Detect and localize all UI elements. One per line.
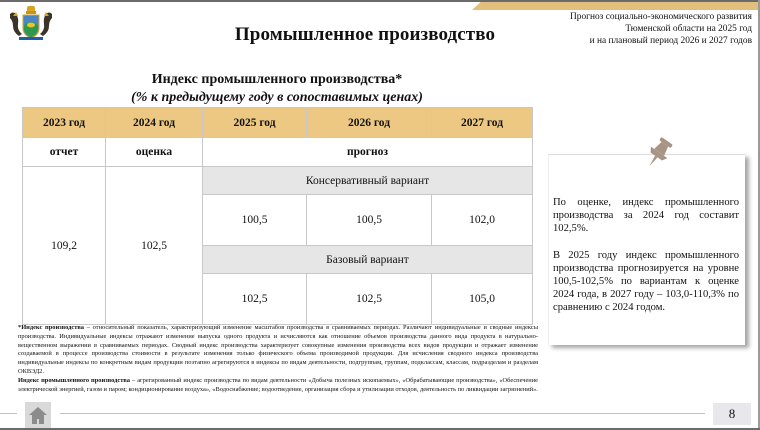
top-frame-line bbox=[0, 0, 760, 2]
footer-divider-left bbox=[0, 413, 17, 414]
variant-label: Базовый вариант bbox=[203, 246, 533, 274]
footer-divider bbox=[60, 413, 705, 414]
value-cell: 100,5 bbox=[203, 195, 307, 246]
status-cell-report: отчет bbox=[23, 138, 106, 167]
document-heading-line-1: Прогноз социально-экономического развития bbox=[569, 12, 752, 22]
value-cell: 105,0 bbox=[432, 274, 533, 325]
value-cell: 102,5 bbox=[203, 274, 307, 325]
footnote-term: Индекс промышленного производства bbox=[18, 376, 130, 384]
note-text bbox=[553, 196, 739, 328]
status-cell-forecast: прогноз bbox=[203, 138, 533, 167]
column-header: 2025 год bbox=[203, 108, 307, 138]
document-heading-line-3: и на плановый период 2026 и 2027 годов bbox=[589, 36, 752, 46]
footnote-definition: – относительный показатель, характеризующий изменение масштабов производства в сравниваемых периодах. Различают индивидуальные и сводные индексы производства. Индивидуальные индексы отражают изменение выпуска одного продукта и исчисляются как отношение объемов производства данного вида продукта в натурально-вещественном выражении в сравниваемых периодах. Сводный индекс производства характеризует совокупные изменения производства всех видов продукции и отражает изменение создаваемой в процессе производства стоимости в результате изменения только физического объема производимой продукции. Для исчисления сводного индекса производства индивидуальные индексы по конкретным видам продукции поэтапно агрегируются в индексы по видам деятельности, подгруппам, группам, подклассам, классам, подразделам и разделам ОКВЭД2. bbox=[18, 324, 538, 375]
value-2024: 102,5 bbox=[106, 167, 203, 325]
value-cell: 102,0 bbox=[432, 195, 533, 246]
table-caption bbox=[22, 71, 532, 107]
value-cell: 100,5 bbox=[307, 195, 432, 246]
header-accent-band bbox=[472, 2, 758, 10]
footnote bbox=[18, 324, 538, 394]
document-heading-line-2: Тюменской области на 2025 год bbox=[625, 24, 752, 34]
column-header: 2024 год bbox=[106, 108, 203, 138]
footnote-paragraph-1 bbox=[18, 324, 538, 377]
footnote-paragraph-2 bbox=[18, 377, 538, 395]
footnote-term: *Индекс производства bbox=[18, 324, 84, 331]
column-header: 2026 год bbox=[307, 108, 432, 138]
column-header: 2023 год bbox=[23, 108, 106, 138]
variant-row-conservative-label bbox=[23, 167, 533, 195]
coat-of-arms-icon bbox=[6, 4, 56, 42]
page-number: 8 bbox=[713, 403, 751, 425]
industrial-index-table bbox=[22, 107, 533, 325]
table-subtitle: (% к предыдущему году в сопоставимых ценах) bbox=[131, 90, 423, 105]
note-paragraph: По оценке, индекс промышленного производства за 2024 год составит 102,5%. bbox=[553, 197, 739, 235]
pushpin-icon bbox=[640, 136, 676, 172]
value-cell: 102,5 bbox=[307, 274, 432, 325]
variant-label: Консервативный вариант bbox=[203, 167, 533, 195]
note-paragraph: В 2025 году индекс промышленного производства прогнозируется на уровне 100,5-102,5% по вариантам к оценке 2024 года, в 2027 году – 103,0-110,3% по сравнению с 2024 годом. bbox=[553, 249, 739, 314]
home-icon bbox=[28, 405, 48, 425]
table-header-row bbox=[23, 108, 533, 138]
status-row bbox=[23, 138, 533, 167]
value-2023: 109,2 bbox=[23, 167, 106, 325]
page-title: Промышленное производство bbox=[234, 24, 496, 45]
footnote-definition: – агрегированный индекс производства по видам деятельности «Добыча полезных ископаемых», «Обрабатывающие производства», «Обеспечение электрической энергией, газом и паром; кондиционирование воздуха», «Водоснабжение; водоотведение, организация сбора и утилизации отходов, деятельность по ликвидации загрязнений». bbox=[18, 376, 538, 393]
table-title: Индекс промышленного производства* bbox=[151, 72, 403, 87]
home-button[interactable] bbox=[25, 402, 51, 428]
document-heading bbox=[570, 11, 752, 47]
column-header: 2027 год bbox=[432, 108, 533, 138]
status-cell-estimate: оценка bbox=[106, 138, 203, 167]
